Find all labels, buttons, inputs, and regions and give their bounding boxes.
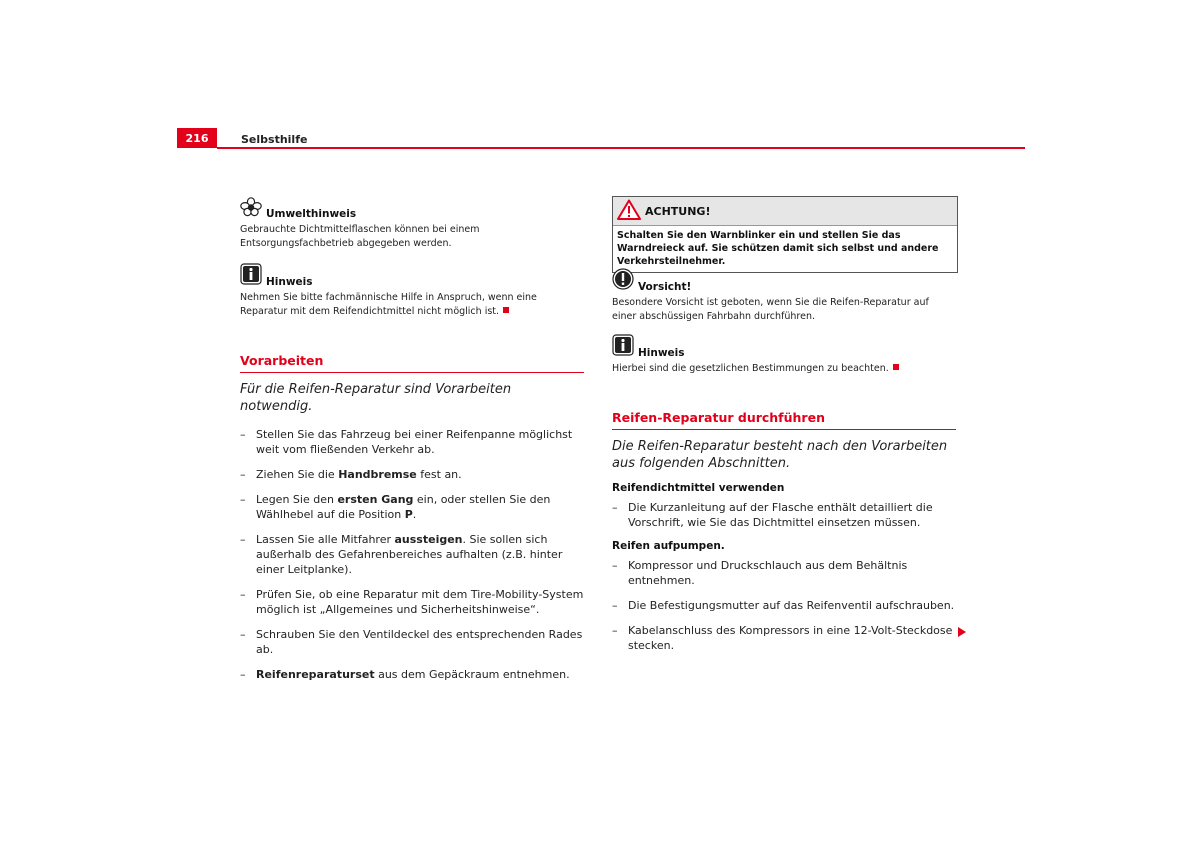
- section-lead: Die Reifen-Reparatur besteht nach den Vorarbeiten aus folgenden Abschnitten.: [612, 439, 948, 471]
- list-item: – Reifenreparaturset aus dem Gepäckraum entnehmen.: [240, 668, 570, 681]
- list-item: – Kompressor und Druckschlauch aus dem Behältnis entnehmen.: [612, 559, 908, 587]
- step-list: [612, 500, 956, 530]
- warning-box: [612, 196, 958, 273]
- list-item: – Die Kurzanleitung auf der Flasche enthält detailliert die Vorschrift, wie Sie das Dichtmittel einsetzen müssen.: [612, 501, 933, 529]
- header-section-title: Selbsthilfe: [241, 133, 308, 146]
- subsection-title: Reifendichtmittel verwenden: [612, 482, 785, 494]
- list-item: – Stellen Sie das Fahrzeug bei einer Reifenpanne möglichst weit vom fließenden Verkehr ab.: [240, 428, 573, 456]
- info-note-left: [240, 263, 584, 319]
- section-reifen-reparatur: [612, 410, 956, 663]
- list-item: – Schrauben Sie den Ventildeckel des entsprechenden Rades ab.: [240, 628, 583, 656]
- caution-note: [612, 268, 956, 324]
- environment-note-title: Umwelthinweis: [266, 208, 357, 220]
- environment-note: [240, 197, 584, 251]
- info-note-title: Hinweis: [638, 347, 685, 359]
- header-rule: [217, 147, 1025, 149]
- list-item: – Ziehen Sie die Handbremse fest an.: [240, 468, 462, 481]
- warning-text: Schalten Sie den Warnblinker ein und stellen Sie das Warndreieck auf. Sie schützen damit sich selbst und andere Verkehrsteilnehmer.: [617, 230, 939, 267]
- flower-icon: [240, 197, 262, 221]
- list-item: – Lassen Sie alle Mitfahrer aussteigen. Sie sollen sich außerhalb des Gefahrenbereiches aufhalten (z.B. hinter einer Leitplanke).: [240, 533, 563, 576]
- step-list: [240, 427, 584, 682]
- section-title: Reifen-Reparatur durchführen: [612, 410, 825, 425]
- end-marker-icon: [503, 307, 509, 313]
- subsection-title: Reifen aufpumpen.: [612, 540, 725, 552]
- list-item: – Kabelanschluss des Kompressors in eine 12-Volt-Steckdose stecken.: [612, 624, 953, 652]
- section-lead: Für die Reifen-Reparatur sind Vorarbeiten notwendig.: [240, 382, 512, 414]
- section-title: Vorarbeiten: [240, 353, 324, 368]
- info-note-text: Hierbei sind die gesetzlichen Bestimmungen zu beachten.: [612, 363, 889, 374]
- warning-title: ACHTUNG!: [645, 204, 711, 218]
- warning-triangle-icon: [617, 199, 641, 224]
- section-rule: [240, 372, 584, 373]
- exclamation-circle-icon: [612, 268, 634, 294]
- page-number: 216: [177, 128, 217, 148]
- list-item: – Die Befestigungsmutter auf das Reifenventil aufschrauben.: [612, 599, 955, 612]
- environment-note-text: Gebrauchte Dichtmittelflaschen können bei einem Entsorgungsfachbetrieb abgegeben werden.: [240, 224, 480, 249]
- caution-text: Besondere Vorsicht ist geboten, wenn Sie die Reifen-Reparatur auf einer abschüssigen Fahrbahn durchführen.: [612, 297, 929, 322]
- list-item: – Legen Sie den ersten Gang ein, oder stellen Sie den Wählhebel auf die Position P.: [240, 493, 551, 521]
- info-icon: [240, 263, 262, 289]
- info-note-text: Nehmen Sie bitte fachmännische Hilfe in Anspruch, wenn eine Reparatur mit dem Reifendichtmittel nicht möglich ist.: [240, 292, 537, 317]
- step-list: [612, 558, 956, 653]
- info-note-title: Hinweis: [266, 276, 313, 288]
- section-vorarbeiten: [240, 353, 584, 692]
- info-icon: [612, 334, 634, 360]
- info-note-right: [612, 334, 956, 376]
- caution-title: Vorsicht!: [638, 281, 692, 293]
- continue-arrow-icon: [958, 627, 966, 637]
- list-item: – Prüfen Sie, ob eine Reparatur mit dem Tire-Mobility-System möglich ist „Allgemeines und Sicherheitshinweise“.: [240, 588, 584, 616]
- end-marker-icon: [893, 364, 899, 370]
- section-rule: [612, 429, 956, 430]
